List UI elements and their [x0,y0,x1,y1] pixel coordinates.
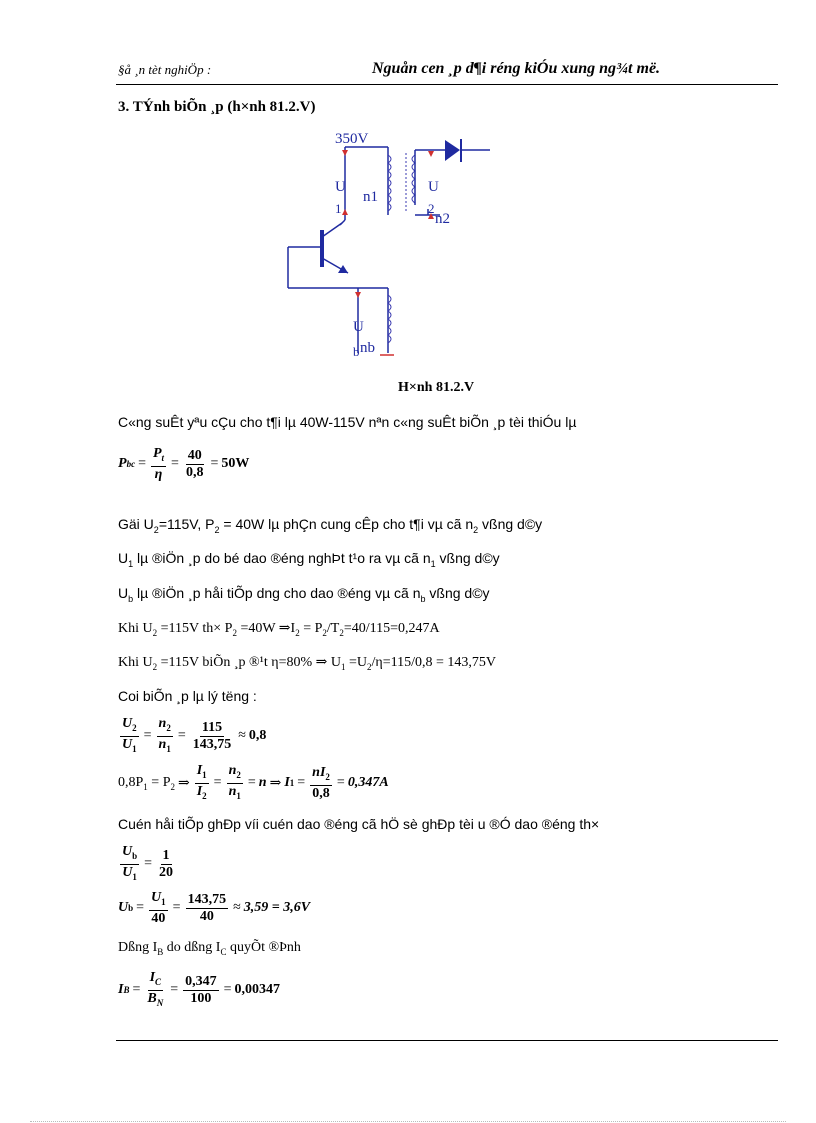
header-left: §å ¸n tèt nghiÖp : [118,62,212,77]
svg-text:1: 1 [335,201,342,216]
text-line-u1: $U_1$ lµ ®iÖn ¸p do bé dao ®éng nghÞt t¹o ra vµ cã $n_1$ vßng d©y [118,550,500,569]
svg-text:n2: n2 [435,211,450,227]
coil-nb [388,295,391,343]
equation-ub-ratio: $\frac{U_b}{U_1}$ = $\frac{1}{20}$ [122,844,174,882]
svg-text:n1: n1 [363,189,378,205]
section-title: 3. TÝnh biÕn ¸p (h×nh 81.2.V) [118,99,316,115]
equation-ratio: $\frac{U_2}{U_1}$ = $\frac{n_2}{n_1}$ = $\frac{115}{143,75}$ ≈ 0,8 [122,716,267,754]
header-right: Nguån cen ¸p d¶i réng kiÓu xung ng¾t më. [372,60,661,77]
text-line-i2: Khi $U_2 =115V$ $th\times P_2 =40W$ $\Rightarrow I_2 = P_2/T_2=40/115=0,247A$ [118,621,440,638]
footer-rule [116,1040,778,1041]
equation-ib: I B = $\frac{I_C}{B_N}$ = $\frac{0,347}{100}$ = 0,00347 [118,970,281,1008]
text-line-ideal: Coi biÕn ¸p lµ lý tëng : [118,688,257,704]
text-line-ib: Dßng $I_B$ do dßng $I_C$ quyÕt ®Þnh [118,940,301,957]
text-line-ub: $U_b$ lµ ®iÖn ¸p håi tiÕp dng cho dao ®éng vµ cã $n_b$ vßng d©y [118,585,490,604]
equation-current: $0,8P_1 = P_2$ ⇒ $\frac{I_1}{I_2}$ = $\frac{n_2}{n_1}$ = n ⇒ I 1 = $\frac{nI_2}{0,8}$ = 0,347A [118,763,389,801]
figure-caption: H×nh 81.2.V [398,380,475,395]
circuit-diagram [280,125,500,365]
header-rule [116,84,778,85]
svg-text:U: U [335,179,346,195]
label-350v: 350V [335,131,369,147]
svg-text:nb: nb [360,340,375,356]
svg-text:U: U [428,179,439,195]
text-line-efficiency: Khi $U_2 =115V$ biÕn ¸p ®¹t η=80% ⇒ $U_1 =U_2/\eta=115/0,8 = 143,75V$ [118,655,496,672]
svg-text:2: 2 [428,201,435,216]
page-edge [30,1121,786,1122]
text-line-power: C«ng suÊt yªu cÇu cho t¶i lµ 40W-115V nªn c«ng suÊt biÕn ¸p tèi thiÓu lµ [118,414,577,430]
svg-text:U: U [353,319,364,335]
equation-pbc: P bc = $\frac{P_t}{\eta}$ = $\frac{40}{0,8}$ = 50W [118,446,250,482]
diode-icon [445,139,490,162]
svg-text:b: b [353,344,360,359]
equation-ub: U b = $\frac{U_1}{40}$ = $\frac{143,75}{40}$ ≈ 3,59 = 3,6V [118,890,311,926]
text-line-u2: Gäi $U_2=115V$, $P_2 = 40W$ lµ phÇn cung cÊp cho t¶i vµ cã $n_2$ vßng d©y [118,516,543,535]
text-line-coupling: Cuén håi tiÕp ghÐp víi cuén dao ®éng cã hÖ sè ghÐp tèi u ®Ó dao ®éng th× [118,816,600,832]
transistor-icon [288,223,358,288]
